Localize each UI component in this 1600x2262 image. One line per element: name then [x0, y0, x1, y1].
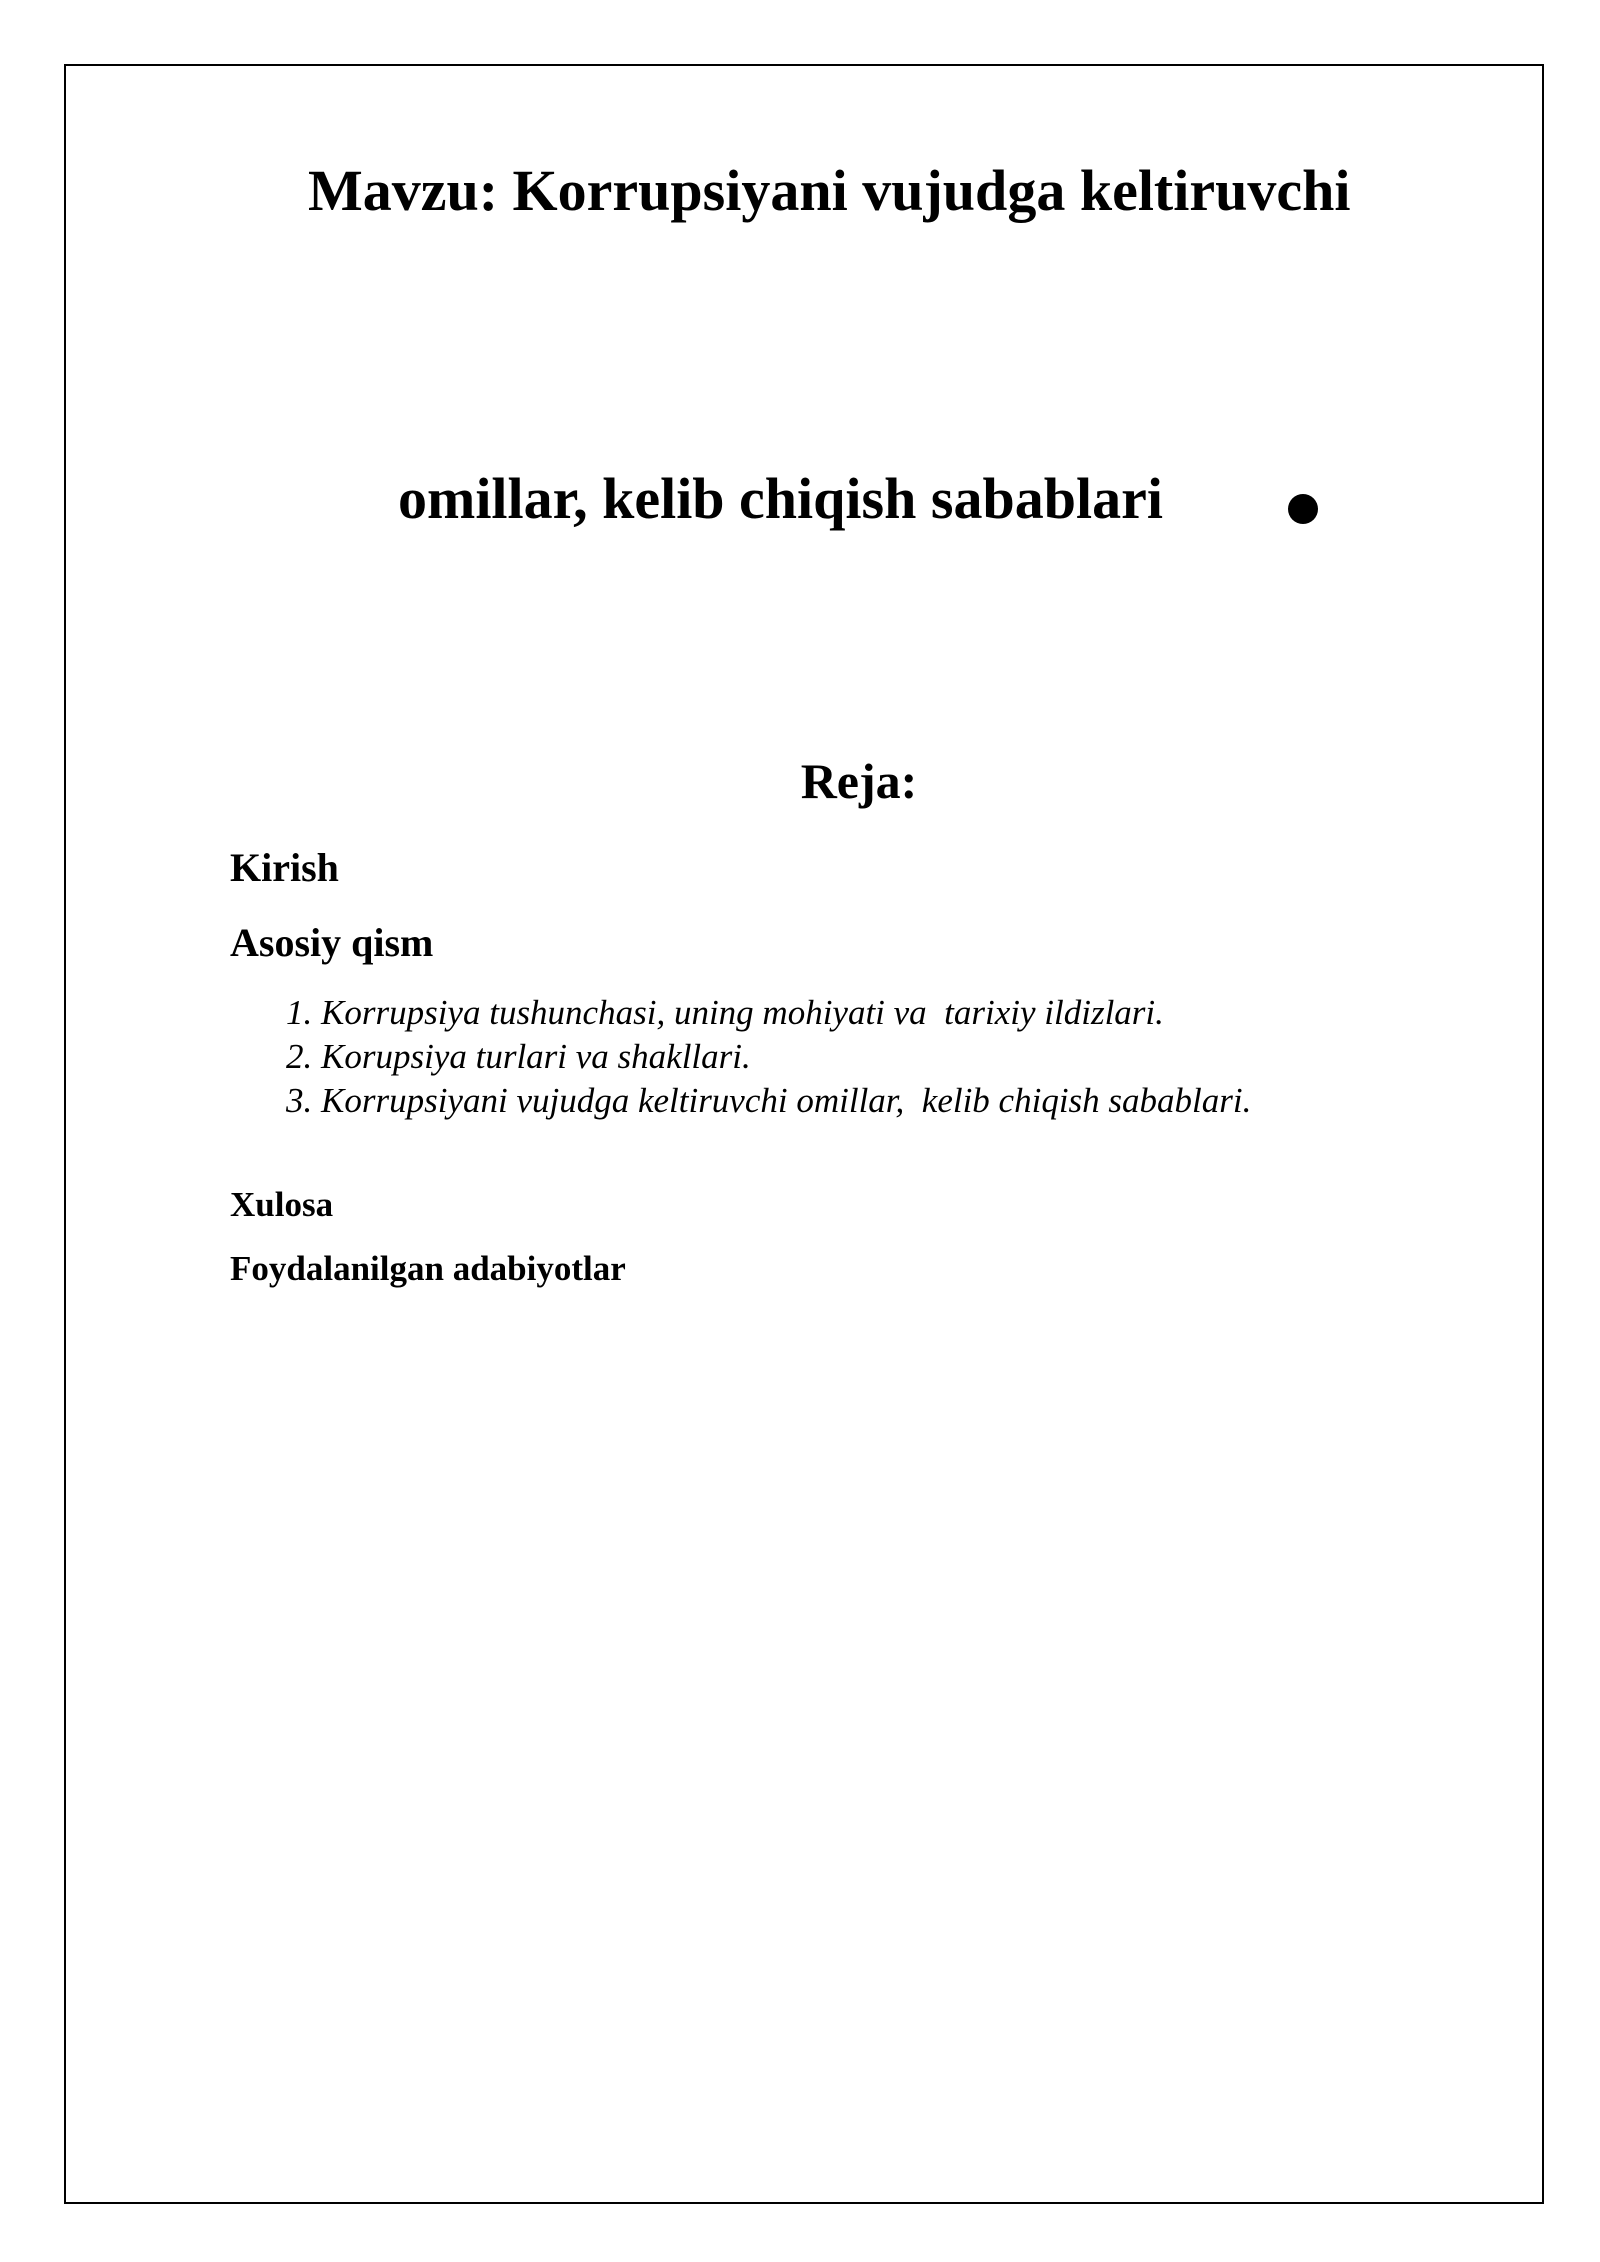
- section-main: Asosiy qism: [230, 920, 434, 965]
- plan-item-2: 2. Korupsiya turlari va shakllari.: [286, 1037, 751, 1076]
- bullet-dot-icon: [1288, 494, 1318, 524]
- section-conclusion: Xulosa: [230, 1185, 334, 1224]
- plan-heading: Reja:: [800, 753, 918, 809]
- title-line-1: Mavzu: Korrupsiyani vujudga keltiruvchi: [308, 158, 1351, 223]
- section-intro: Kirish: [230, 845, 339, 890]
- section-references: Foydalanilgan adabiyotlar: [230, 1249, 626, 1288]
- page-border: [64, 64, 1544, 2204]
- plan-item-1: 1. Korrupsiya tushunchasi, uning mohiyati va tarixiy ildizlari.: [286, 993, 1164, 1032]
- plan-list: [286, 991, 1251, 1123]
- plan-item-3: 3. Korrupsiyani vujudga keltiruvchi omillar, kelib chiqish sabablari.: [286, 1081, 1252, 1120]
- title-line-2: omillar, kelib chiqish sabablari: [398, 466, 1163, 531]
